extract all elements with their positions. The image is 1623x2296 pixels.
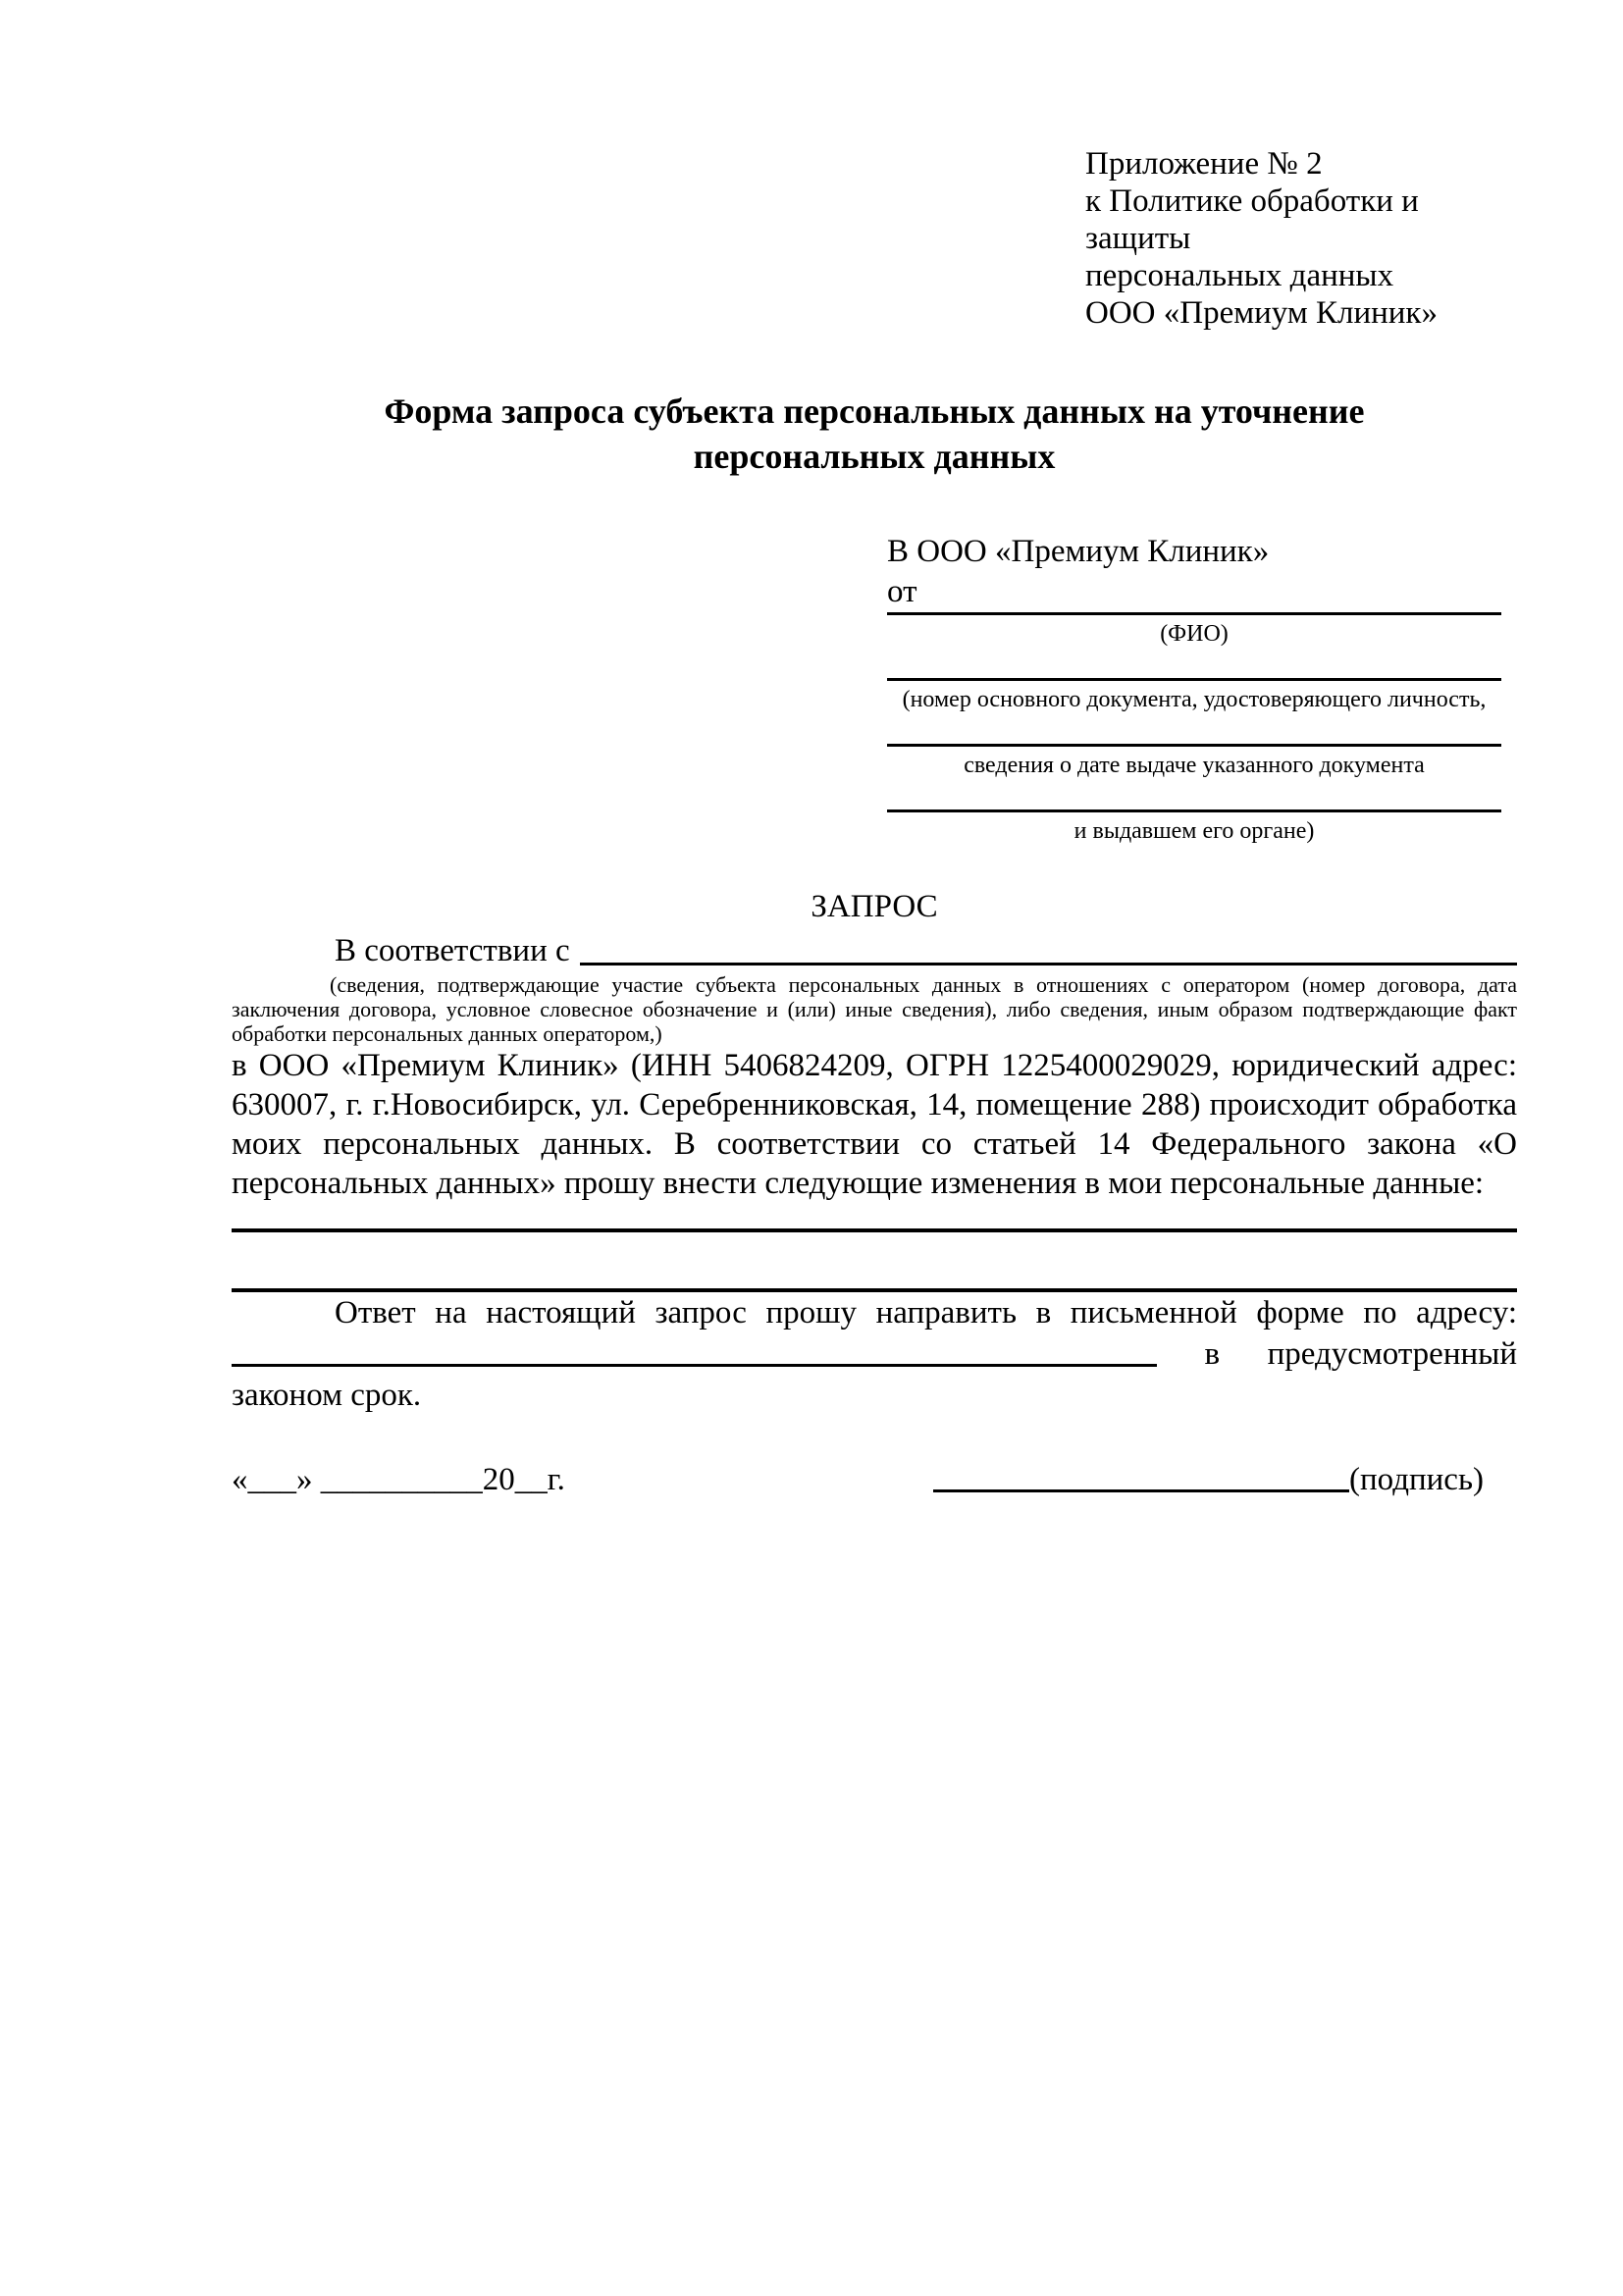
reply-tail-word-1: в <box>1204 1336 1221 1372</box>
appendix-line-3: персональных данных <box>1085 258 1394 293</box>
appendix-line-1: Приложение № 2 <box>1085 146 1323 182</box>
addressee-from-label: от <box>887 574 917 609</box>
reply-tail-line: законом срок. <box>232 1378 422 1413</box>
field-doc-number <box>887 678 1501 714</box>
document-content <box>232 0 1517 1500</box>
date-blank-line: «___» __________20__г. <box>232 1462 565 1497</box>
document-title: Форма запроса субъекта персональных данных на уточнение персональных данных <box>384 391 1365 476</box>
appendix-line-2: к Политике обработки и защиты <box>1085 183 1419 256</box>
doc-issuer-caption: и выдавшем его органе) <box>1073 818 1315 844</box>
signature-area <box>933 1459 1484 1500</box>
signature-blank-line <box>933 1489 1349 1492</box>
accordance-lead: В соответствии с <box>335 933 570 968</box>
accordance-note: (сведения, подтверждающие участие субъекта персональных данных в отношениях с оператором (номер договора, дата заключения договора, условное словесное обозначение и (или) иные сведения), либо сведения, иным образом подтверждающие факт обработки персональных данных оператором,) <box>232 972 1517 1046</box>
appendix-line-4: ООО «Премиум Клиник» <box>1085 295 1438 331</box>
accordance-line <box>232 931 1517 970</box>
body-paragraph: в ООО «Премиум Клиник» (ИНН 5406824209, ОГРН 1225400029029, юридический адрес: 630007, г. г.Новосибирск, ул. Серебренниковская, 14, помещение 288) происходит обработка моих персональных данных. В соответствии со статьей 14 Федерального закона «О персональных данных» прошу внести следующие изменения в мои персональные данные: <box>232 1048 1517 1201</box>
field-doc-issuer <box>887 809 1501 846</box>
accordance-blank-line <box>580 931 1517 965</box>
reply-tail-word-2: предусмотренный <box>1267 1336 1517 1372</box>
reply-paragraph: Ответ на настоящий запрос прошу направить в письменной форме по адресу: <box>335 1295 1517 1331</box>
request-heading: ЗАПРОС <box>811 889 938 924</box>
field-fio <box>887 612 1501 649</box>
doc-number-caption: (номер основного документа, удостоверяющего личность, <box>902 687 1487 712</box>
field-doc-issue-date <box>887 744 1501 780</box>
reply-address-row <box>232 1333 1517 1375</box>
addressee-to: В ООО «Премиум Клиник» <box>887 534 1270 569</box>
fio-caption: (ФИО) <box>1160 621 1229 647</box>
addressee-block <box>887 532 1501 846</box>
signature-caption: (подпись) <box>1349 1462 1484 1497</box>
changes-blank-line-1 <box>232 1228 1517 1232</box>
signature-row <box>232 1459 1517 1500</box>
appendix-block <box>1085 145 1517 332</box>
doc-issue-date-caption: сведения о дате выдаче указанного документа <box>964 753 1425 778</box>
address-blank-line <box>232 1364 1157 1367</box>
